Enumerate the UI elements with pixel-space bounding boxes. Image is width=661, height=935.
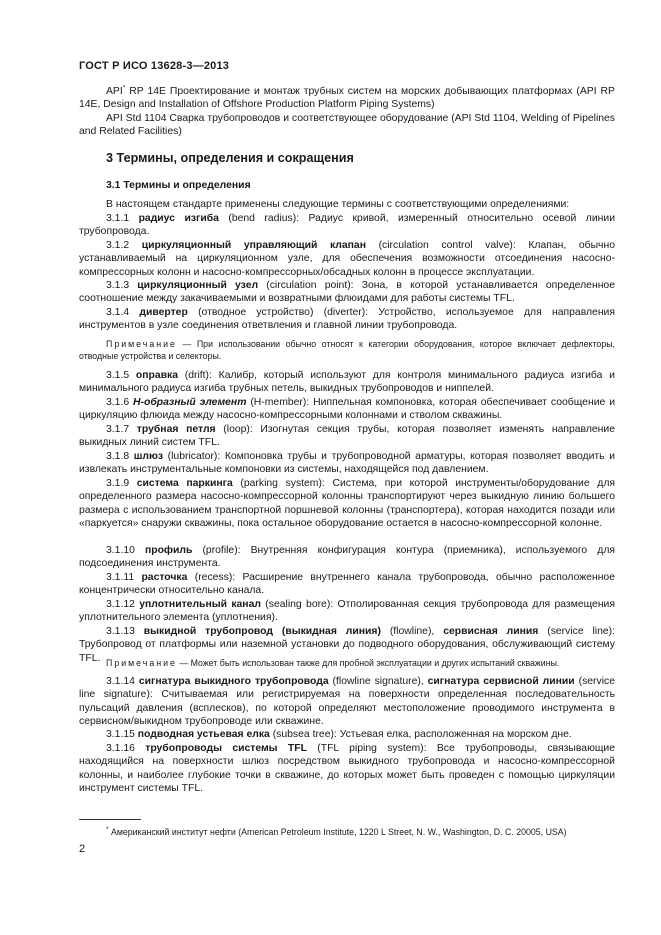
term-name-alt: сервисная линия [443, 626, 539, 637]
term-3-1-15 [79, 728, 615, 741]
term-name: трубопроводы системы TFL [145, 743, 307, 754]
term-3-1-1 [79, 212, 615, 239]
term-name: оправка [135, 370, 178, 381]
term-name: шлюз [133, 451, 164, 462]
term-definition: (loop): Изогнутая секция трубы, которая позволяет изменять направление выкидных линий систем TFL. [79, 424, 615, 449]
term-definition: (circulation control valve): Клапан, обычно устанавливаемый на циркуляционном узле, для обеспечения возможности отсоединения насосно-компрессорных колонн и насосно-компрессорных/обсадных колонн в процессе эксплуатации. [79, 240, 615, 278]
note-label: Примечание [106, 658, 177, 668]
term-definition: (отводное устройство) (diverter): Устройство, используемое для направления инструментов в узле соединения ответвления и главной линии трубопровода. [79, 307, 615, 332]
term-definition: (circulation point): Зона, в которой устанавливается определенное соотношение между закачиваемыми и возвратными флюидами для работы системы TFL. [79, 280, 615, 305]
note-1 [79, 338, 615, 363]
term-number: 3.1.12 [106, 599, 140, 610]
term-number: 3.1.16 [106, 743, 146, 754]
footnote-marker: * [106, 826, 109, 833]
footnote [79, 824, 615, 838]
term-definition: (drift): Калибр, который используют для контроля минимального радиуса изгиба и минимального радиуса изгиба трубных петель, выкидных трубопроводов и ниппелей. [79, 370, 615, 395]
term-3-1-14 [79, 675, 615, 729]
term-name-alt: сигнатура сервисной линии [427, 676, 575, 687]
note-text: — При использовании обычно относят к категории оборудования, которое включает дефлекторы, отводные устройства и селекторы. [79, 339, 615, 362]
note-text: — Может быть использован также для пробной эксплуатации и других испытаний скважины. [176, 658, 560, 668]
term-definition: (recess): Расширение внутреннего канала трубопровода, обычно расположенное концентрически относительно канала. [79, 572, 615, 597]
section-title: 3 Термины, определения и сокращения [106, 151, 354, 165]
reference-text: RP 14E Проектирование и монтаж трубных систем на морских добывающих платформах (API RP 14E, Design and Installation of Offshore Production Platform Piping Systems) [79, 86, 615, 111]
term-name: уплотнительный канал [139, 599, 261, 610]
term-3-1-5 [79, 369, 615, 396]
term-definition: (parking system): Система, при которой инструменты/оборудование для определенного размера насосно-компрессорной колонны транспортируют через выкидную линию большего размера с использованием транспортной поршневой колонны (транспортера), которая находится позади или «паркуется» снаружи скважины, пока остальное оборудование остается в насосно-компрессорной колонне. [79, 478, 616, 530]
term-name: дивертер [139, 307, 188, 318]
term-name: циркуляционный управляющий клапан [141, 240, 366, 251]
footnote-divider [79, 819, 141, 820]
reference-api-rp-14e [79, 85, 615, 112]
term-name: расточка [141, 572, 188, 583]
term-name: Н-образный элемент [133, 397, 247, 408]
term-definition: (bend radius): Радиус кривой, измеренный относительно осевой линии трубопровода. [79, 213, 616, 238]
term-definition: (sealing bore): Отполированная секция трубопровода для размещения уплотнительного элемента (уплотнения). [79, 599, 615, 624]
term-3-1-8 [79, 450, 615, 477]
term-name: циркуляционный узел [137, 280, 259, 291]
standard-header: ГОСТ Р ИСО 13628-3—2013 [79, 60, 230, 72]
term-3-1-16 [79, 742, 615, 796]
term-definition: (H-member): Ниппельная компоновка, которая обеспечивает сообщение и циркуляцию флюида между насосно-компрессорными колоннами и стволом скважины. [79, 397, 616, 422]
term-number: 3.1.6 [106, 397, 134, 408]
term-name: система паркинга [136, 478, 233, 489]
term-3-1-11 [79, 571, 615, 598]
page-number: 2 [79, 843, 86, 855]
term-3-1-4 [79, 306, 615, 333]
term-name: профиль [144, 545, 193, 556]
footnote-marker: * [122, 84, 126, 92]
term-3-1-9 [79, 477, 615, 531]
term-definition: (flowline), [380, 626, 444, 637]
term-name: подводная устьевая елка [137, 729, 270, 740]
term-number: 3.1.10 [106, 545, 145, 556]
term-definition: (lubricator): Компоновка трубы и трубопроводной арматуры, которая позволяет вводить и извлекать инструментальные компоновки из системы, находящейся под давлением. [79, 451, 616, 476]
term-number: 3.1.5 [106, 370, 136, 381]
term-name: радиус изгиба [138, 213, 219, 224]
note-2 [79, 657, 615, 669]
term-definition: (flowline signature), [328, 676, 428, 687]
term-number: 3.1.8 [106, 451, 134, 462]
term-3-1-10 [79, 544, 615, 571]
term-number: 3.1.2 [106, 240, 142, 251]
term-number: 3.1.4 [106, 307, 140, 318]
term-definition-alt: (service line): Трубопровод от платформы или наземной установки до подводного оборудования, обслуживающий систему TFL. [79, 626, 616, 664]
subsection-title: 3.1 Термины и определения [106, 180, 251, 191]
term-3-1-6 [79, 396, 615, 423]
reference-code: API [106, 86, 123, 97]
term-number: 3.1.13 [106, 626, 144, 637]
term-definition: (profile): Внутренняя конфигурация контура (приемника), используемого для подсоединения инструмента. [79, 545, 616, 570]
reference-api-std-1104: API Std 1104 Сварка трубопроводов и соответствующее оборудование (API Std 1104, Welding of Pipelines and Related Facilities) [79, 113, 615, 138]
intro-paragraph: В настоящем стандарте применены следующие термины с соответствующими определениями: [106, 199, 570, 210]
term-3-1-3 [79, 279, 615, 306]
term-3-1-2 [79, 239, 615, 279]
term-definition-alt: (service line signature): Считываемая или регистрируемая на поверхности определенная последовательность пульсаций давления (всплесков), по которой определяют местоположение проводимого инструмента в сервисном/выкидном трубопроводе или скважине. [79, 676, 615, 728]
term-number: 3.1.9 [106, 478, 137, 489]
term-name: трубная петля [136, 424, 216, 435]
term-number: 3.1.3 [106, 280, 138, 291]
term-3-1-7 [79, 423, 615, 450]
term-number: 3.1.11 [106, 572, 142, 583]
footnote-text: Американский институт нефти (American Petroleum Institute, 1220 L Street, N. W., Washington, D. C. 20005, USA) [108, 826, 567, 837]
term-definition: (subsea tree): Устьевая елка, расположенная на морском дне. [269, 729, 572, 740]
term-number: 3.1.7 [106, 424, 137, 435]
term-name: сигнатура выкидного трубопровода [138, 676, 329, 687]
term-3-1-12 [79, 598, 615, 625]
term-number: 3.1.14 [106, 676, 139, 687]
term-definition: (TFL piping system): Все трубопроводы, связывающие находящийся на поверхности шлюз посредством выкидного трубопровода и насосно-компрессорной колонны, и наиболее глубокие точки в скважине, до которых может быть проведен с помощью циркуляции инструмент системы TFL. [79, 743, 615, 795]
term-number: 3.1.1 [106, 213, 139, 224]
term-name: выкидной трубопровод (выкидная линия) [143, 626, 381, 637]
term-number: 3.1.15 [106, 729, 138, 740]
note-label: Примечание [106, 339, 177, 349]
